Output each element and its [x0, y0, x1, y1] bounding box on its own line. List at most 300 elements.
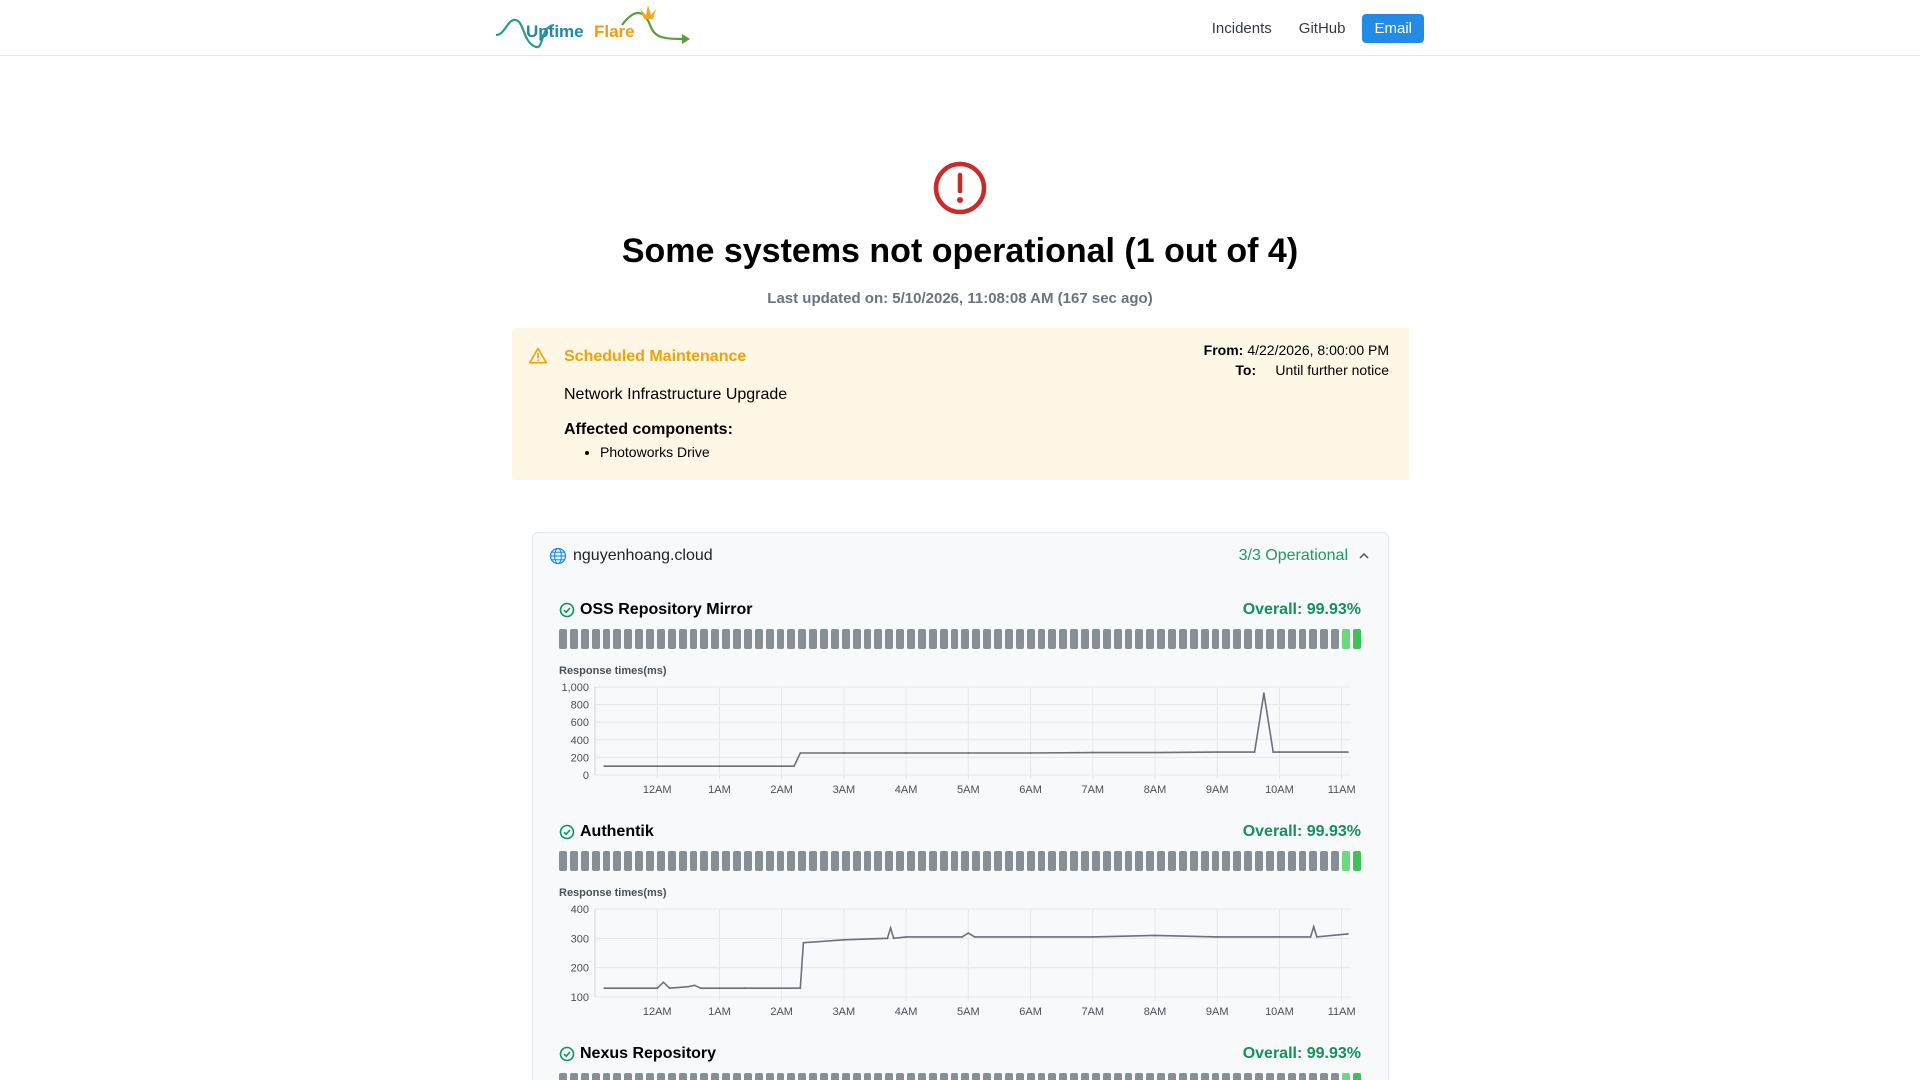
- y-tick-label: 800: [570, 699, 589, 712]
- uptime-bar[interactable]: [929, 629, 937, 649]
- uptime-bar[interactable]: [864, 1073, 872, 1080]
- from-label: From:: [1203, 342, 1244, 358]
- data-point: [1313, 926, 1315, 928]
- uptime-bar[interactable]: [994, 1073, 1002, 1080]
- uptime-bar[interactable]: [896, 629, 904, 649]
- uptime-bar[interactable]: [1081, 1073, 1089, 1080]
- uptime-bar[interactable]: [961, 629, 969, 649]
- uptime-bar[interactable]: [1070, 1073, 1078, 1080]
- monitor-header: [559, 1045, 1361, 1067]
- uptime-bar[interactable]: [1157, 1073, 1165, 1080]
- uptime-bar[interactable]: [1309, 851, 1317, 871]
- uptime-bar[interactable]: [1103, 851, 1111, 871]
- uptime-bar[interactable]: [624, 629, 632, 649]
- uptime-bar[interactable]: [1233, 629, 1241, 649]
- uptime-bar[interactable]: [1081, 851, 1089, 871]
- data-point: [781, 765, 783, 767]
- uptime-bar[interactable]: [603, 629, 611, 649]
- uptime-bar[interactable]: [1146, 629, 1154, 649]
- uptime-bars: [559, 629, 1361, 649]
- uptime-bar[interactable]: [1135, 851, 1143, 871]
- uptime-bar[interactable]: [1331, 851, 1339, 871]
- uptime-bar[interactable]: [1255, 851, 1263, 871]
- monitor-title: [559, 1045, 716, 1063]
- uptime-bar[interactable]: [733, 1073, 741, 1080]
- uptime-bar[interactable]: [1125, 1073, 1133, 1080]
- uptime-bar[interactable]: [787, 629, 795, 649]
- to-value: Until further notice: [1275, 362, 1389, 378]
- uptime-bar[interactable]: [961, 851, 969, 871]
- uptime-bar[interactable]: [1222, 1073, 1230, 1080]
- uptime-bar[interactable]: [711, 1073, 719, 1080]
- uptime-bar[interactable]: [646, 629, 654, 649]
- uptime-bar[interactable]: [929, 1073, 937, 1080]
- logo-text-uptime: Uptime: [526, 22, 584, 41]
- uptime-bar[interactable]: [809, 1073, 817, 1080]
- x-tick-label: 6AM: [1019, 784, 1042, 793]
- uptime-bar[interactable]: [983, 629, 991, 649]
- maintenance-description: Network Infrastructure Upgrade: [564, 386, 788, 403]
- uptime-bar[interactable]: [1299, 851, 1307, 871]
- uptime-bar[interactable]: [1320, 851, 1328, 871]
- group-status-text: 3/3 Operational: [1238, 547, 1348, 564]
- uptime-bar[interactable]: [744, 851, 752, 871]
- uptime-bar[interactable]: [951, 629, 959, 649]
- uptime-bar[interactable]: [972, 851, 980, 871]
- uptime-bar[interactable]: [1342, 629, 1350, 649]
- uptime-bar[interactable]: [603, 1073, 611, 1080]
- uptime-bar[interactable]: [722, 629, 730, 649]
- uptime-bar[interactable]: [1353, 629, 1361, 649]
- uptime-bar[interactable]: [711, 851, 719, 871]
- uptime-bar[interactable]: [918, 629, 926, 649]
- data-point: [700, 987, 702, 989]
- uptime-bar[interactable]: [700, 1073, 708, 1080]
- uptime-bar[interactable]: [972, 1073, 980, 1080]
- uptime-bar[interactable]: [657, 851, 665, 871]
- uptime-bar[interactable]: [1255, 1073, 1263, 1080]
- uptime-bar[interactable]: [1179, 629, 1187, 649]
- x-tick-label: 11AM: [1327, 784, 1356, 793]
- uptime-bar[interactable]: [668, 851, 676, 871]
- uptime-bar[interactable]: [1070, 629, 1078, 649]
- y-tick-label: 400: [570, 904, 589, 916]
- uptime-bar[interactable]: [559, 1073, 567, 1080]
- uptime-bar[interactable]: [1135, 629, 1143, 649]
- uptime-bar[interactable]: [1103, 629, 1111, 649]
- uptime-bar[interactable]: [635, 851, 643, 871]
- data-point: [1216, 936, 1218, 938]
- uptime-bar[interactable]: [755, 629, 763, 649]
- uptime-bar[interactable]: [1027, 851, 1035, 871]
- uptime-bar[interactable]: [722, 1073, 730, 1080]
- uptime-bar[interactable]: [853, 851, 861, 871]
- uptime-bar[interactable]: [1059, 851, 1067, 871]
- uptime-bar[interactable]: [755, 1073, 763, 1080]
- uptime-bar[interactable]: [700, 851, 708, 871]
- uptime-bar[interactable]: [1331, 1073, 1339, 1080]
- data-point: [799, 752, 801, 754]
- uptime-bar[interactable]: [624, 1073, 632, 1080]
- affected-components-list: [600, 444, 710, 460]
- top-nav: [1195, 14, 1424, 43]
- uptime-bar[interactable]: [613, 851, 621, 871]
- uptime-bar[interactable]: [570, 851, 578, 871]
- uptime-bar[interactable]: [1309, 629, 1317, 649]
- uptime-bar[interactable]: [1168, 1073, 1176, 1080]
- uptime-bar[interactable]: [885, 851, 893, 871]
- uptime-bar[interactable]: [831, 851, 839, 871]
- uptime-bar[interactable]: [1114, 851, 1122, 871]
- uptime-bar[interactable]: [690, 851, 698, 871]
- monitor-name: Nexus Repository: [580, 1045, 717, 1062]
- uptime-bar[interactable]: [1005, 851, 1013, 871]
- uptime-bar[interactable]: [1201, 851, 1209, 871]
- uptime-bar[interactable]: [624, 851, 632, 871]
- uptime-bar[interactable]: [994, 629, 1002, 649]
- uptime-bar[interactable]: [1309, 1073, 1317, 1080]
- group-header[interactable]: [549, 547, 713, 565]
- data-point: [1154, 752, 1156, 754]
- x-tick-label: 3AM: [832, 784, 856, 793]
- uptime-bar[interactable]: [1038, 1073, 1046, 1080]
- uptime-bar[interactable]: [1244, 629, 1252, 649]
- uptime-bar[interactable]: [1092, 1073, 1100, 1080]
- uptime-bar[interactable]: [613, 1073, 621, 1080]
- x-tick-label: 10AM: [1265, 784, 1294, 793]
- uptime-bar[interactable]: [1048, 629, 1056, 649]
- uptime-bar[interactable]: [1016, 629, 1024, 649]
- uptime-bar[interactable]: [733, 851, 741, 871]
- group-status[interactable]: [1239, 547, 1370, 565]
- data-point: [1310, 936, 1312, 938]
- uptime-bar[interactable]: [1048, 1073, 1056, 1080]
- uptime-bar[interactable]: [907, 1073, 915, 1080]
- uptime-bar[interactable]: [896, 1073, 904, 1080]
- top-header: [0, 0, 1920, 56]
- uptime-bar[interactable]: [1081, 629, 1089, 649]
- uptime-bar[interactable]: [1353, 1073, 1361, 1080]
- uptime-bar[interactable]: [809, 851, 817, 871]
- uptime-bar[interactable]: [1038, 629, 1046, 649]
- uptime-bar[interactable]: [755, 851, 763, 871]
- uptime-bar[interactable]: [744, 1073, 752, 1080]
- uptime-bar[interactable]: [657, 629, 665, 649]
- uptime-bar[interactable]: [679, 1073, 687, 1080]
- uptime-bar[interactable]: [864, 629, 872, 649]
- uptime-bar[interactable]: [1027, 1073, 1035, 1080]
- uptime-bar[interactable]: [1277, 1073, 1285, 1080]
- x-tick-label: 5AM: [957, 784, 980, 793]
- uptime-bar[interactable]: [874, 851, 882, 871]
- uptime-bar[interactable]: [777, 851, 785, 871]
- uptime-bar[interactable]: [842, 851, 850, 871]
- uptime-bar[interactable]: [1092, 629, 1100, 649]
- uptime-bar[interactable]: [1320, 1073, 1328, 1080]
- uptime-bar[interactable]: [874, 629, 882, 649]
- monitor-group-card: [532, 532, 1389, 1080]
- uptime-bar[interactable]: [842, 1073, 850, 1080]
- uptime-bar[interactable]: [690, 1073, 698, 1080]
- data-point: [905, 752, 907, 754]
- nav-github-link[interactable]: GitHub: [1298, 20, 1346, 37]
- logo-graphic: [494, 3, 690, 53]
- x-tick-label: 3AM: [832, 1006, 856, 1015]
- uptime-bar[interactable]: [1299, 629, 1307, 649]
- uptime-bar[interactable]: [798, 1073, 806, 1080]
- uptime-bar[interactable]: [1233, 1073, 1241, 1080]
- monitor-overall-uptime: Overall: 99.93%: [1242, 1045, 1361, 1062]
- data-point: [1347, 751, 1349, 753]
- uptime-bar[interactable]: [1168, 851, 1176, 871]
- uptime-bar[interactable]: [1331, 629, 1339, 649]
- affected-components-label: Affected components:: [564, 421, 733, 438]
- uptime-bar[interactable]: [864, 851, 872, 871]
- uptime-bar[interactable]: [635, 629, 643, 649]
- uptime-bar[interactable]: [1353, 851, 1361, 871]
- uptime-bar[interactable]: [777, 1073, 785, 1080]
- y-tick-label: 200: [570, 962, 589, 975]
- data-point: [743, 987, 745, 989]
- uptime-bar[interactable]: [766, 1073, 774, 1080]
- data-point: [843, 939, 845, 941]
- uptime-bar[interactable]: [744, 629, 752, 649]
- uptime-bar[interactable]: [559, 851, 567, 871]
- uptime-bar[interactable]: [603, 851, 611, 871]
- uptime-bar[interactable]: [1288, 629, 1296, 649]
- uptime-bar[interactable]: [940, 851, 948, 871]
- y-tick-label: 300: [570, 933, 589, 946]
- uptime-bar[interactable]: [885, 629, 893, 649]
- uptime-bar[interactable]: [592, 1073, 600, 1080]
- response-time-chart: [559, 679, 1361, 793]
- x-tick-label: 8AM: [1143, 784, 1167, 793]
- uptime-bar[interactable]: [940, 1073, 948, 1080]
- uptime-bar[interactable]: [1299, 1073, 1307, 1080]
- data-point: [669, 987, 671, 989]
- uptime-bar[interactable]: [940, 629, 948, 649]
- uptime-bar[interactable]: [570, 1073, 578, 1080]
- uptime-bar[interactable]: [1244, 1073, 1252, 1080]
- data-point: [1030, 752, 1032, 754]
- uptime-bar[interactable]: [1266, 851, 1274, 871]
- data-point: [1263, 692, 1265, 694]
- uptime-bar[interactable]: [1103, 1073, 1111, 1080]
- uptime-bar[interactable]: [766, 851, 774, 871]
- y-tick-label: 1,000: [561, 682, 589, 694]
- uptime-bar[interactable]: [1342, 1073, 1350, 1080]
- uptime-bar[interactable]: [1266, 629, 1274, 649]
- x-tick-label: 7AM: [1081, 784, 1105, 793]
- uptime-bar[interactable]: [1255, 629, 1263, 649]
- uptime-bar[interactable]: [1342, 851, 1350, 871]
- uptime-bar[interactable]: [994, 851, 1002, 871]
- uptime-bar[interactable]: [1222, 851, 1230, 871]
- uptime-bar[interactable]: [1212, 629, 1220, 649]
- uptime-bar[interactable]: [592, 851, 600, 871]
- uptime-bar[interactable]: [1266, 1073, 1274, 1080]
- monitor-header: [559, 823, 1361, 845]
- series-line: [604, 927, 1348, 989]
- uptime-bar[interactable]: [1059, 629, 1067, 649]
- uptime-bar[interactable]: [581, 1073, 589, 1080]
- x-tick-label: 5AM: [957, 1006, 980, 1015]
- data-point: [843, 752, 845, 754]
- uptime-bar[interactable]: [853, 1073, 861, 1080]
- uptime-bar[interactable]: [635, 1073, 643, 1080]
- affected-component-item: • Photoworks Drive: [600, 444, 710, 460]
- uptime-bar[interactable]: [1125, 851, 1133, 871]
- uptime-bar[interactable]: [1048, 851, 1056, 871]
- uptime-bar[interactable]: [1190, 629, 1198, 649]
- uptime-bar[interactable]: [961, 1073, 969, 1080]
- uptime-bar[interactable]: [1244, 851, 1252, 871]
- uptime-bar[interactable]: [1038, 851, 1046, 871]
- y-tick-label: 100: [570, 992, 589, 1004]
- uptime-bar[interactable]: [1125, 629, 1133, 649]
- data-point: [967, 752, 969, 754]
- uptime-bar[interactable]: [1212, 851, 1220, 871]
- uptime-bar[interactable]: [885, 1073, 893, 1080]
- uptime-bar[interactable]: [559, 629, 567, 649]
- uptime-bar[interactable]: [1027, 629, 1035, 649]
- uptime-bar[interactable]: [1190, 1073, 1198, 1080]
- uptime-bar[interactable]: [907, 629, 915, 649]
- uptime-bar[interactable]: [907, 851, 915, 871]
- uptime-bar[interactable]: [951, 1073, 959, 1080]
- uptime-bars: [559, 1073, 1361, 1080]
- data-point: [1092, 752, 1094, 754]
- uptime-bar[interactable]: [1190, 851, 1198, 871]
- uptime-bar[interactable]: [1277, 629, 1285, 649]
- uptime-bar[interactable]: [918, 851, 926, 871]
- uptime-bar[interactable]: [679, 629, 687, 649]
- uptime-bar[interactable]: [1005, 629, 1013, 649]
- nav-email-button[interactable]: Email: [1362, 14, 1424, 43]
- uptime-bar[interactable]: [657, 1073, 665, 1080]
- y-tick-label: 0: [582, 770, 589, 782]
- uptime-bar[interactable]: [592, 629, 600, 649]
- uptime-bar[interactable]: [1114, 1073, 1122, 1080]
- uptime-bar[interactable]: [1092, 851, 1100, 871]
- uptime-bar[interactable]: [1179, 1073, 1187, 1080]
- uptime-bar[interactable]: [581, 629, 589, 649]
- uptime-bar[interactable]: [1070, 851, 1078, 871]
- uptime-bar[interactable]: [951, 851, 959, 871]
- uptime-bar[interactable]: [711, 629, 719, 649]
- uptime-bar[interactable]: [1157, 851, 1165, 871]
- uptime-bar[interactable]: [983, 851, 991, 871]
- uptime-bar[interactable]: [1168, 629, 1176, 649]
- uptime-bar[interactable]: [787, 851, 795, 871]
- nav-incidents-link[interactable]: Incidents: [1211, 20, 1272, 37]
- uptime-bar[interactable]: [668, 629, 676, 649]
- check-circle-icon: [559, 602, 575, 618]
- uptime-bar[interactable]: [646, 1073, 654, 1080]
- x-tick-label: 4AM: [894, 1006, 918, 1015]
- uptime-bar[interactable]: [1212, 1073, 1220, 1080]
- uptime-bar[interactable]: [798, 629, 806, 649]
- data-point: [1279, 936, 1281, 938]
- uptime-bar[interactable]: [1201, 1073, 1209, 1080]
- uptimeflare-logo[interactable]: [494, 3, 690, 53]
- uptime-bar[interactable]: [1114, 629, 1122, 649]
- uptime-bar[interactable]: [874, 1073, 882, 1080]
- uptime-bar[interactable]: [918, 1073, 926, 1080]
- uptime-bar[interactable]: [1233, 851, 1241, 871]
- monitor-overall-uptime: Overall: 99.93%: [1242, 823, 1361, 840]
- data-point: [687, 986, 689, 988]
- data-point: [1092, 936, 1094, 938]
- uptime-bar[interactable]: [1135, 1073, 1143, 1080]
- uptime-bar[interactable]: [831, 1073, 839, 1080]
- uptime-bar[interactable]: [1146, 1073, 1154, 1080]
- uptime-bar[interactable]: [896, 851, 904, 871]
- uptime-bar[interactable]: [733, 629, 741, 649]
- uptime-bar[interactable]: [668, 1073, 676, 1080]
- monitor-overall-uptime: Overall: 99.93%: [1242, 601, 1361, 618]
- uptime-bar[interactable]: [722, 851, 730, 871]
- uptime-bar[interactable]: [1005, 1073, 1013, 1080]
- uptime-bar[interactable]: [766, 629, 774, 649]
- monitor-title: [559, 823, 654, 841]
- uptime-bar[interactable]: [1222, 629, 1230, 649]
- uptime-bar[interactable]: [700, 629, 708, 649]
- uptime-bar[interactable]: [646, 851, 654, 871]
- uptime-bar[interactable]: [820, 1073, 828, 1080]
- uptime-bar[interactable]: [809, 629, 817, 649]
- x-tick-label: 12AM: [642, 784, 672, 793]
- data-point: [974, 936, 976, 938]
- uptime-bar[interactable]: [613, 629, 621, 649]
- maintenance-title: Scheduled Maintenance: [564, 348, 747, 365]
- uptime-bar[interactable]: [787, 1073, 795, 1080]
- uptime-bar[interactable]: [1059, 1073, 1067, 1080]
- uptime-bar[interactable]: [1277, 851, 1285, 871]
- uptime-bar[interactable]: [690, 629, 698, 649]
- chevron-up-icon[interactable]: [1358, 550, 1370, 562]
- uptime-bar[interactable]: [679, 851, 687, 871]
- data-point: [603, 987, 605, 989]
- uptime-bar[interactable]: [1016, 1073, 1024, 1080]
- monitor-oss-repository-mirror: [559, 601, 1361, 793]
- uptime-bar[interactable]: [1320, 629, 1328, 649]
- uptime-bar[interactable]: [820, 851, 828, 871]
- uptime-bar[interactable]: [831, 629, 839, 649]
- uptime-bar[interactable]: [1157, 629, 1165, 649]
- uptime-bar[interactable]: [1146, 851, 1154, 871]
- uptime-bar[interactable]: [581, 851, 589, 871]
- uptime-bar[interactable]: [1288, 851, 1296, 871]
- uptime-bar[interactable]: [972, 629, 980, 649]
- uptime-bar[interactable]: [798, 851, 806, 871]
- data-point: [803, 942, 805, 944]
- uptime-bar[interactable]: [983, 1073, 991, 1080]
- uptime-bar[interactable]: [1288, 1073, 1296, 1080]
- check-circle-icon: [559, 1046, 575, 1062]
- monitor-nexus-repository: [559, 1045, 1361, 1067]
- uptime-bar[interactable]: [1201, 629, 1209, 649]
- uptime-bar[interactable]: [1179, 851, 1187, 871]
- uptime-bar[interactable]: [842, 629, 850, 649]
- uptime-bar[interactable]: [820, 629, 828, 649]
- uptime-bar[interactable]: [570, 629, 578, 649]
- data-point: [893, 937, 895, 939]
- uptime-bar[interactable]: [929, 851, 937, 871]
- uptime-bar[interactable]: [777, 629, 785, 649]
- uptime-bar[interactable]: [1016, 851, 1024, 871]
- uptime-bar[interactable]: [853, 629, 861, 649]
